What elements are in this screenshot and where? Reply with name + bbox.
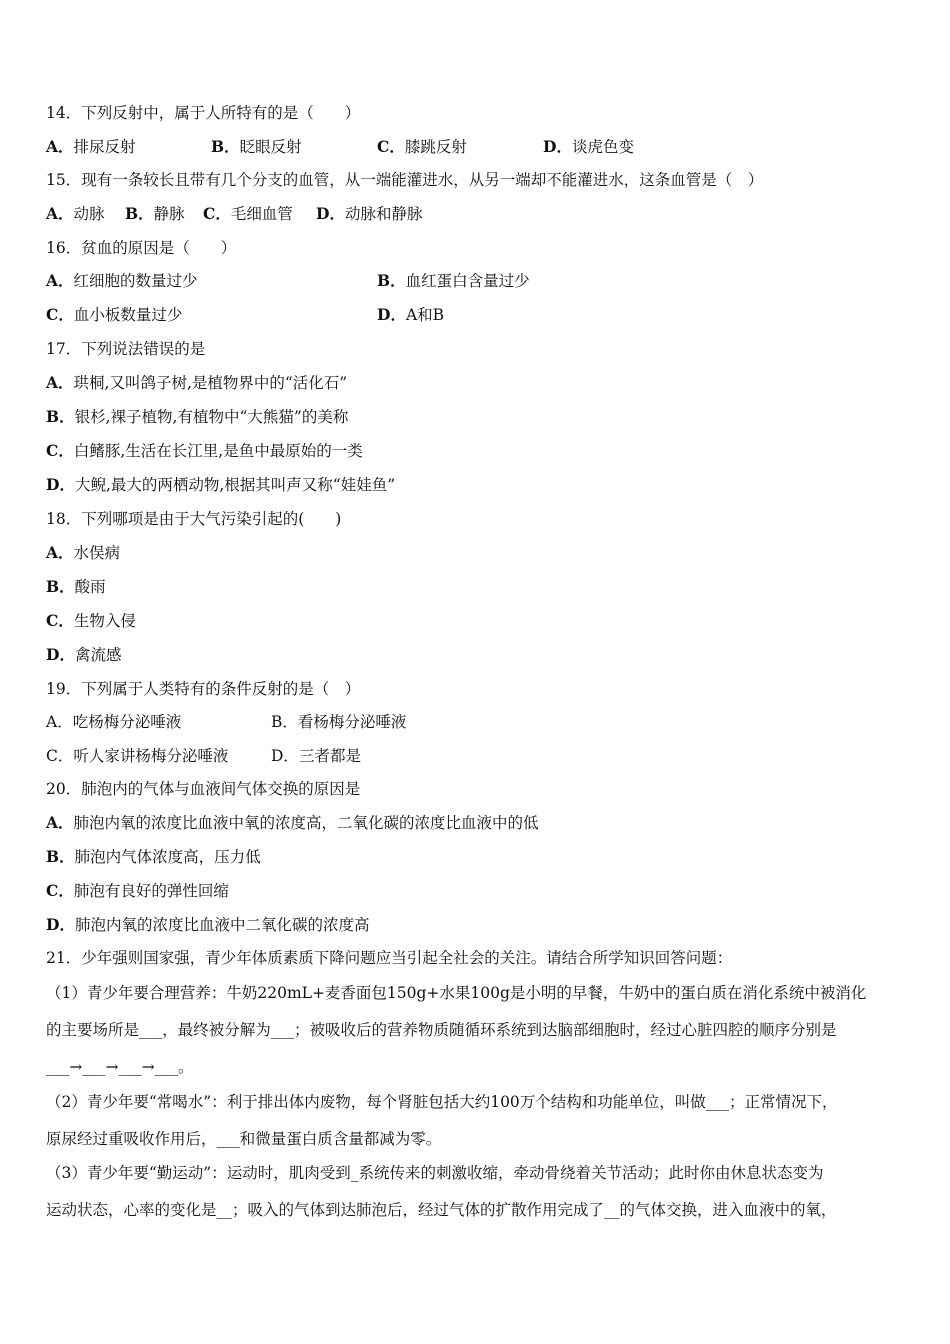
q17-option-d: D．大鲵,最大的两栖动物,根据其叫声又称“娃娃鱼”: [46, 475, 396, 494]
q14-stem: 14．下列反射中，属于人所特有的是（ ）: [46, 104, 361, 122]
q20-option-c: C．肺泡有良好的弹性回缩: [46, 881, 229, 900]
q16-option-b: B．血红蛋白含量过少: [377, 271, 530, 290]
q15-option-a: A．动脉: [46, 204, 105, 223]
q20-option-d: D．肺泡内氧的浓度比血液中二氧化碳的浓度高: [46, 915, 370, 934]
q17-stem: 17．下列说法错误的是: [46, 340, 206, 358]
q14-option-c: C．膝跳反射: [377, 137, 467, 156]
q14-option-b: B．眨眼反射: [211, 137, 302, 156]
q16-stem: 16．贫血的原因是（ ）: [46, 239, 237, 257]
q18-option-c: C．生物入侵: [46, 611, 136, 630]
q17-option-c: C．白鳍豚,生活在长江里,是鱼中最原始的一类: [46, 441, 363, 460]
q15-stem: 15．现有一条较长且带有几个分支的血管，从一端能灌进水，从另一端却不能灌进水，这条血管是（ ）: [46, 171, 764, 189]
q20-stem: 20．肺泡内的气体与血液间气体交换的原因是: [46, 780, 361, 798]
q17-option-a: A．珙桐,又叫鸽子树,是植物界中的“活化石”: [46, 373, 348, 392]
q19-option-d: D．三者都是: [271, 747, 361, 765]
q14-option-a: A．排尿反射: [46, 137, 136, 156]
q21-part3-line1: （3）青少年要“勤运动”：运动时，肌肉受到_系统传来的刺激收缩，牵动骨绕着关节活动；此时你由休息状态变为: [46, 1164, 824, 1182]
q20-option-b: B．肺泡内气体浓度高，压力低: [46, 847, 261, 866]
q19-option-a: A．吃杨梅分泌唾液: [46, 713, 182, 731]
q15-option-c: C．毛细血管: [203, 204, 293, 223]
q16-option-a: A．红细胞的数量过少: [46, 271, 198, 290]
q21-part2-line2: 原尿经过重吸收作用后，___和微量蛋白质含量都减为零。: [46, 1130, 442, 1148]
q17-option-b: B．银杉,裸子植物,有植物中“大熊猫”的美称: [46, 407, 349, 426]
q21-part1-line1: （1）青少年要合理营养：牛奶220mL+麦香面包150g+水果100g是小明的早餐，牛奶中的蛋白质在消化系统中被消化: [46, 984, 867, 1002]
q16-option-c: C．血小板数量过少: [46, 305, 183, 324]
q15-option-d: D．动脉和静脉: [316, 204, 423, 223]
q21-part2-line1: （2）青少年要“常喝水”：利于排出体内废物，每个肾脏包括大约100万个结构和功能单位，叫做___；正常情况下，: [46, 1093, 838, 1111]
q18-option-b: B．酸雨: [46, 577, 106, 596]
q18-option-d: D．禽流感: [46, 645, 122, 664]
q15-option-b: B．静脉: [125, 204, 185, 223]
q18-stem: 18．下列哪项是由于大气污染引起的( ): [46, 510, 342, 528]
q19-option-b: B．看杨梅分泌唾液: [271, 713, 407, 731]
q21-part1-line2: 的主要场所是___，最终被分解为___；被吸收后的营养物质随循环系统到达脑部细胞时，经过心脏四腔的顺序分别是: [46, 1021, 837, 1039]
q21-part1-line3: ___→___→___→___。: [46, 1058, 194, 1076]
q21-part3-line2: 运动状态，心率的变化是__；吸入的气体到达肺泡后，经过气体的扩散作用完成了__的气体交换，进入血液中的氧，: [46, 1201, 837, 1219]
q20-option-a: A．肺泡内氧的浓度比血液中氧的浓度高，二氧化碳的浓度比血液中的低: [46, 813, 539, 832]
q16-option-d: D．A和B: [377, 305, 445, 324]
q18-option-a: A．水俣病: [46, 543, 121, 562]
q21-stem: 21．少年强则国家强，青少年体质素质下降问题应当引起全社会的关注。请结合所学知识回答问题：: [46, 949, 733, 967]
q19-option-c: C．听人家讲杨梅分泌唾液: [46, 747, 229, 765]
q14-option-d: D．谈虎色变: [543, 137, 634, 156]
q19-stem: 19．下列属于人类特有的条件反射的是（ ）: [46, 680, 361, 698]
